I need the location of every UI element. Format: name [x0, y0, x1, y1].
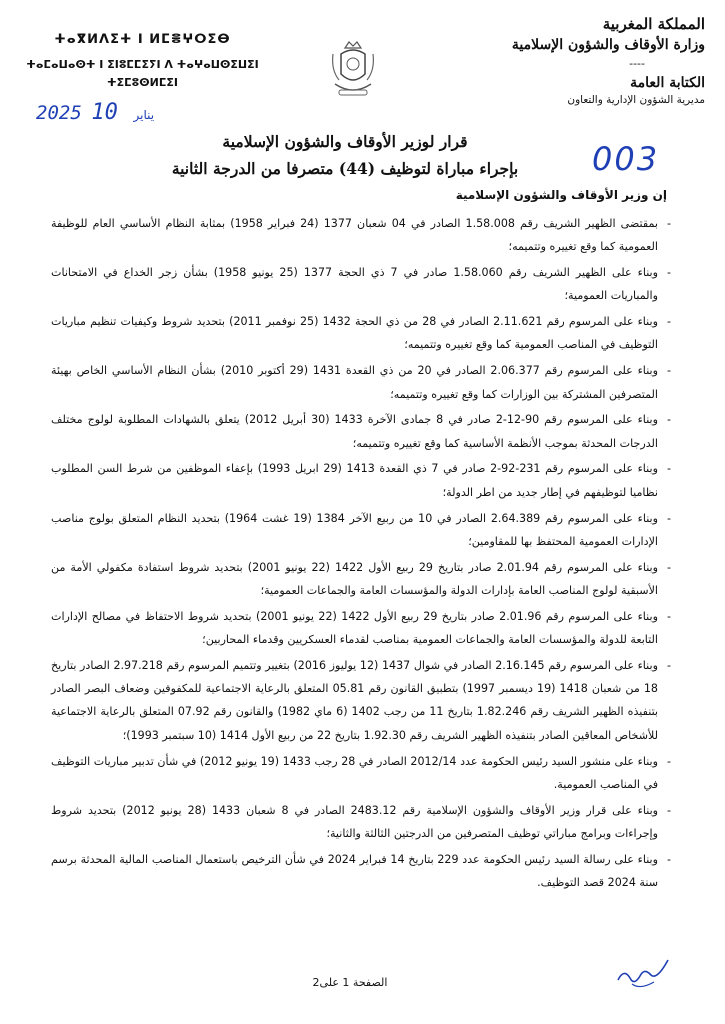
clause-item: - وبناء على منشور السيد رئيس الحكومة عدد 2012/14 الصادر في 28 رجب 1433 (19 يونيو 2012) في شأن تدبير مباريات التوظيف في المناصب العمومية.: [51, 750, 671, 797]
signature-icon: [610, 950, 680, 1000]
clause-item: - وبناء على المرسوم رقم 2.64.389 الصادر في 10 من ربيع الآخر 1384 (19 غشت 1964) بتحديد النظام المتعلق بولوج مناصب الإدارات العمومية المحتفظ بها للمقاومين؛: [51, 507, 671, 554]
header-separator: ----: [629, 57, 645, 70]
royal-crest-icon: [325, 40, 381, 102]
stamp-day: 10: [91, 100, 118, 125]
header-arabic: [465, 14, 705, 108]
stamp-month: يناير: [133, 108, 155, 122]
clause-item: - وبناء على قرار وزير الأوقاف والشؤون الإسلامية رقم 2483.12 الصادر في 8 شعبان 1433 (28 يونيو 2012) بتحديد شروط وإجراءات وبرامج مباراتي توظيف المتصرفين من الدرجتين الثالثة والثانية؛: [51, 799, 671, 846]
clause-item: - وبناء على المرسوم رقم 2.06.377 الصادر في 20 من ذي القعدة 1431 (29 أكتوبر 2010) بشأن النظام الأساسي الخاص بهيئة المتصرفين المشتركة بين الوزارات كما وقع تغييره وتتميمه؛: [51, 359, 671, 406]
stamp-year: 2025: [36, 102, 82, 124]
clause-item: - وبناء على المرسوم رقم 2.16.145 الصادر في شوال 1437 (12 يوليوز 2016) بتغيير وتتميم المرسوم رقم 2.97.218 الصادر بتاريخ 18 من شعبان 1418 (19 ديسمبر 1997) بتطبيق القانون رقم 05.81 المتعلق بالرعاية الاجتماعية للمكفوفين وضعاف البصر الصادر بتنفيذه الظهير الشريف رقم 1.82.246 بتاريخ 11 من رجب 1402 (6 ماي 1982) والقانون رقم 07.92 المتعلق بالرعاية الاجتماعية للأشخاص المعاقين الصادر بتنفيذه الظهير الشريف رقم 1.92.30 بتاريخ 22 من ربيع الأول 1414 (10 سبتمبر 1993)؛: [51, 654, 671, 747]
ministry-name: وزارة الأوقاف والشؤون الإسلامية: [511, 37, 705, 53]
clause-item: - وبناء على الظهير الشريف رقم 1.58.060 صادر في 7 ذي الحجة 1377 (25 يونيو 1958) بشأن زجر الخداع في الامتحانات والمباريات العمومية؛: [51, 261, 671, 308]
clause-item: - وبناء على رسالة السيد رئيس الحكومة عدد 229 بتاريخ 14 فبراير 2024 في شأن الترخيص باستعمال المناصب المالية المحدثة برسم سنة 2024 قصد التوظيف.: [51, 848, 671, 895]
department-name: مديرية الشؤون الإدارية والتعاون: [567, 94, 705, 106]
decision-number-stamp: 003: [592, 140, 660, 178]
clause-item: - بمقتضى الظهير الشريف رقم 1.58.008 الصادر في 04 شعبان 1377 (24 فبراير 1958) بمثابة النظام الأساسي العام للوظيفة العمومية كما وقع تغييره وتتميمه؛: [51, 212, 671, 259]
tifinagh-kingdom: ⵜⴰⴳⵍⴷⵉⵜ ⵏ ⵍⵎⴻⵖⵔⵉⴱ: [54, 32, 231, 47]
clause-item: - وبناء على المرسوم رقم 2.11.621 الصادر في 28 من ذي الحجة 1432 (25 نوفمبر 2011) بتحديد شروط وكيفيات تنظيم مباريات التوظيف في المناصب العمومية كما وقع تغييره وتتميمه؛: [51, 310, 671, 357]
secretariat-name: الكتابة العامة: [630, 75, 705, 91]
kingdom-name: المملكة المغربية: [602, 15, 705, 33]
date-stamp: [36, 100, 160, 125]
header-tifinagh: [10, 30, 275, 92]
title-line-1: قرار لوزير الأوقاف والشؤون الإسلامية: [222, 132, 468, 151]
clause-item: - وبناء على المرسوم رقم 2.01.96 صادر بتاريخ 29 ربيع الأول 1422 (22 يونيو 2001) بتحديد شروط الاحتفاظ في مصالح الإدارات التابعة للدولة والمؤسسات العامة والجماعات العمومية بمناصب لقدماء العسكريين وقدماء المحاربين؛: [51, 605, 671, 652]
title-line-2: بإجراء مباراة لتوظيف (44) متصرفا من الدرجة الثانية: [171, 159, 519, 178]
tifinagh-ministry: ⵜⴰⵎⴰⵡⴰⵙⵜ ⵏ ⵉⵏⵓⵎⵎⵉⵢⵏ ⴷ ⵜⴰⵖⴰⵡⵙⵉⵡⵉⵏ ⵜⵉⵎⵓⵙⵍⵎⵉⵏ: [26, 58, 259, 89]
page-number: الصفحة 1 على2: [312, 976, 388, 989]
clause-item: - وبناء على المرسوم رقم 231-92-2 صادر في 7 ذي القعدة 1413 (29 ابريل 1993) بإعفاء الموظفين من شرط السن المطلوب نظاميا لتوظيفهم في إطار جديد من اطر الدولة؛: [51, 457, 671, 504]
clause-item: - وبناء على المرسوم رقم 90-12-2 صادر في 8 جمادى الآخرة 1433 (30 أبريل 2012) يتعلق بالشهادات المطلوبة لولوج مختلف الدرجات المحدثة بموجب الأنظمة الأساسية كما وقع تغييره وتتميمه؛: [51, 408, 671, 455]
minister-line: إن وزير الأوقاف والشؤون الإسلامية: [455, 188, 667, 202]
document-body: [51, 212, 671, 897]
clause-item: - وبناء على المرسوم رقم 2.01.94 صادر بتاريخ 29 ربيع الأول 1422 (22 يونيو 2001) بتحديد شروط استفادة مكفولي الأمة من الأسبقية لولوج المناصب العامة بإدارات الدولة والمؤسسات العامة والجماعات العمومية؛: [51, 556, 671, 603]
document-title: [130, 128, 560, 182]
